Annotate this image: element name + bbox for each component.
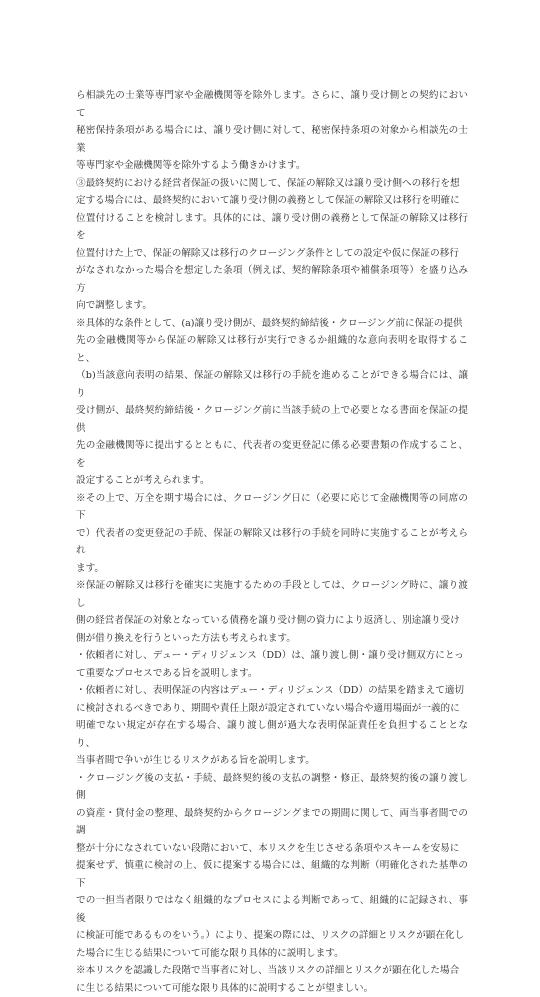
bullet-representation-warranty: ・依頼者に対し、表明保証の内容はデュー・ディリジェンス（DD）の結果を踏まえて適切 に検討されるべきであり、期間や責任上限が設定されていない場合や適用場面が一義的に 明確でない規定が存在する場合、譲り渡し側が過大な表明保証責任を負担することとなり、 当事者間で争いが生じるリスクがある旨を説明します。 — [76, 685, 468, 766]
paragraph-consultant-exclusion: ら相談先の士業等専門家や金融機関等を除外します。さらに、譲り受け側との契約において 秘密保持条項がある場合には、譲り受け側に対して、秘密保持条項の対象から相談先の士業 等専門家や金融機関等を除外するよう働きかけます。 — [76, 90, 468, 171]
note-risk-explanation: ※本リスクを認識した段階で当事者に対し、当該リスクの詳細とリスクが顕在化した場合 に生じる結果について可能な限り具体的に説明することが望ましい。 — [76, 965, 460, 994]
note-specific-conditions: ※具体的な条件として、(a)譲り受け側が、最終契約締結後・クロージング前に保証の提供 先の金融機関等から保証の解除又は移行が実行できるか組織的な意向表明を取得すること、 （b)当該意向表明の結果、保証の解除又は移行の手続を進めることができる場合には、譲り 受け側が、最終契約締結後・クロージング前に当該手続の上で必要となる書面を保証の提供 先の金融機関等に提出するとともに、代表者の変更登記に係る必要書類の作成すること、を 設定することが考えられます。 — [76, 317, 468, 486]
body-text — [76, 87, 468, 997]
note-closing-day-procedure: ※その上で、万全を期す場合には、クロージング日に（必要に応じて金融機関等の同席の下 で）代表者の変更登記の手続、保証の解除又は移行の手続を同時に実施することが考えられ ます。 — [76, 492, 468, 574]
bullet-due-diligence-importance: ・依頼者に対し、デュー・ディリジェンス（DD）は、譲り渡し側・譲り受け側双方にとっ て重要なプロセスである旨を説明します。 — [76, 650, 464, 679]
bullet-post-closing-adjustments: ・クロージング後の支払・手続、最終契約後の支払の調整・修正、最終契約後の譲り渡し側 の資産・貸付金の整理、最終契約からクロージングまでの期間に関して、両当事者間での調 整が十分になされていない段階において、本リスクを生じさせる条項やスキームを安易に 提案せず、慎重に検討の上、仮に提案する場合には、組織的な判断（明確化された基準の下 での一担当者限りではなく組織的なプロセスによる判断であって、組織的に記録され、事後 に検証可能であるものをいう。）により、提案の際には、リスクの詳細とリスクが顕在化し た場合に生じる結果について可能な限り具体的に説明します。 — [76, 772, 468, 959]
paragraph-guarantee-final-contract: ③最終契約における経営者保証の扱いに関して、保証の解除又は譲り受け側への移行を想 定する場合には、最終契約において譲り受け側の義務として保証の解除又は移行を明確に 位置付けることを検討します。具体的には、譲り受け側の義務として保証の解除又は移行を 位置付けた上で、保証の解除又は移行のクロージング条件としての設定や仮に保証の移行 がなされなかった場合を想定した条項（例えば、契約解除条項や補償条項等）を盛り込み方 向で調整します。 — [76, 177, 468, 311]
note-refinancing-method: ※保証の解除又は移行を確実に実施するための手段としては、クロージング時に、譲り渡し 側の経営者保証の対象となっている債務を譲り受け側の資力により返済し、別途譲り受け 側が借り換えを行うといった方法も考えられます。 — [76, 580, 468, 644]
